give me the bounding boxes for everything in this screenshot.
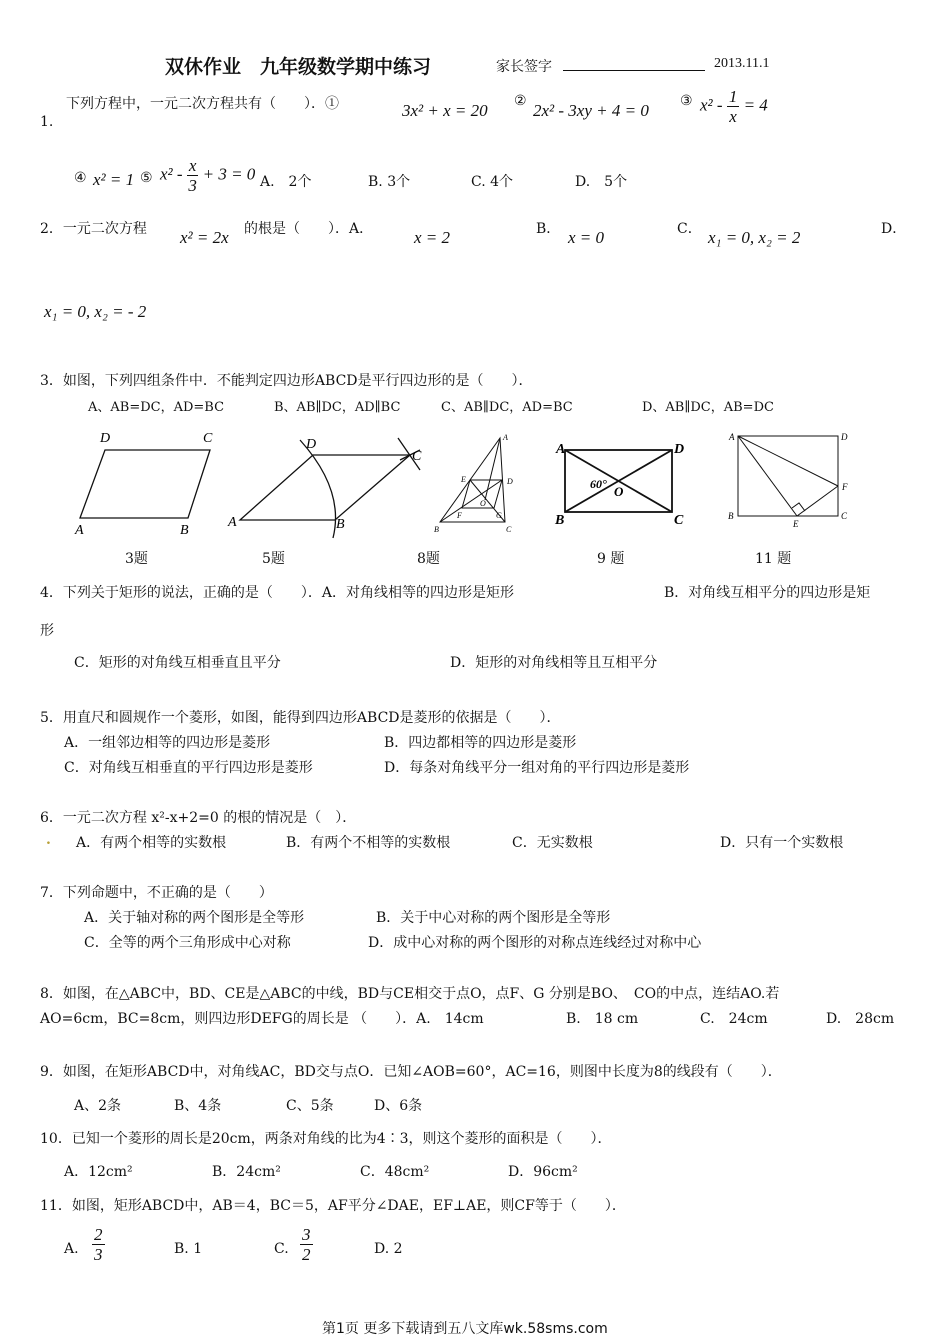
q11-option-c-frac: $\frac{3}{2}$ (302, 1225, 311, 1264)
q2-option-b-label: B． (536, 221, 561, 237)
q2-stem2: 的根是（ ）．A． (244, 221, 374, 237)
q2-option-d-label: D． (881, 221, 907, 237)
q1-option-c: C. 4个 (471, 174, 514, 190)
sign-label: 家长签字 (496, 59, 552, 75)
q4-stem: 4．下列关于矩形的说法，正确的是（ ）．A．对角线相等的四边形是矩形 (40, 585, 515, 601)
q1-mark4: ④ (74, 170, 87, 186)
q1-eq5: x² - $\frac{x}{3}$ + 3 = 0 (160, 156, 256, 195)
q1-stem: 下列方程中，一元二次方程共有（ ）．① (66, 96, 339, 112)
caption-5: 5题 (262, 551, 285, 567)
q2-option-c-label: C． (677, 221, 702, 237)
f9-label-c: C (674, 513, 684, 528)
f9-label-a: A (556, 442, 566, 457)
q6-dot: . (46, 832, 51, 848)
q10-stem: 10．已知一个菱形的周长是20cm，两条对角线的比为4∶3，则这个菱形的面积是（ ）． (40, 1131, 612, 1147)
q2-stem: 2．一元二次方程 (40, 221, 147, 237)
caption-11: 11 题 (755, 551, 792, 567)
q11-option-c-label: C. (274, 1241, 289, 1257)
date: 2013.11.1 (714, 56, 770, 71)
q7-option-c: C．全等的两个三角形成中心对称 (84, 935, 291, 951)
q1-mark5: ⑤ (140, 170, 153, 186)
caption-3: 3题 (125, 551, 148, 567)
q11-option-d: D. 2 (374, 1241, 403, 1257)
f9-angle: 60° (590, 477, 607, 491)
q3-stem: 3．如图，下列四组条件中．不能判定四边形ABCD是平行四边形的是（ ）． (40, 373, 533, 389)
figure-8 (440, 438, 505, 522)
q8-line2: AO=6cm，BC=8cm，则四边形DEFG的周长是 （ ）．A. 14cm (40, 1011, 484, 1027)
page-title: 双休作业 九年级数学期中练习 (165, 56, 432, 78)
f3-label-a: A (75, 523, 84, 538)
caption-9: 9 题 (597, 551, 625, 567)
q5-option-a: A．一组邻边相等的四边形是菱形 (64, 735, 271, 751)
f11-label-d: D (841, 432, 848, 442)
f5-label-b: B (336, 517, 345, 532)
f5-label-d: D (306, 437, 317, 452)
q6-option-a: A．有两个相等的实数根 (76, 835, 227, 851)
q2-option-a: x = 2 (414, 228, 451, 247)
f8-label-c: C (506, 525, 512, 534)
q6-option-d: D．只有一个实数根 (720, 835, 844, 851)
q5-option-c: C．对角线互相垂直的平行四边形是菱形 (64, 760, 313, 776)
q10-option-a: A．12cm² (64, 1164, 133, 1180)
q11-stem: 11．如图，矩形ABCD中，AB＝4，BC＝5，AF平分∠DAE，EF⊥AE，则CF等于（ ）． (40, 1198, 626, 1214)
f9-label-b: B (555, 513, 565, 528)
f11-label-f: F (842, 482, 848, 492)
q6-option-b: B．有两个不相等的实数根 (286, 835, 451, 851)
q5-stem: 5．用直尺和圆规作一个菱形，如图，能得到四边形ABCD是菱形的依据是（ ）． (40, 710, 561, 726)
q2-option-d: x₁ = 0, x₂ = - 2 (44, 302, 147, 321)
f8-label-f: F (457, 511, 462, 520)
q10-option-b: B．24cm² (212, 1164, 281, 1180)
q1-option-d: D. 5个 (575, 174, 628, 190)
q9-option-a: A、2条 (74, 1098, 122, 1114)
figure-9 (565, 450, 672, 512)
q3-option-c: C、AB∥DC，AD=BC (441, 400, 573, 415)
q2-option-b: x = 0 (568, 228, 605, 247)
q3-option-a: A、AB=DC，AD=BC (88, 400, 225, 415)
q4-option-c: C．矩形的对角线互相垂直且平分 (74, 655, 281, 671)
q1-option-b: B. 3个 (368, 174, 411, 190)
f3-label-d: D (100, 431, 111, 446)
f11-label-c: C (841, 511, 848, 521)
q9-option-c: C、5条 (286, 1098, 334, 1114)
figure-3 (80, 450, 210, 518)
f8-label-a: A (503, 433, 508, 442)
q9-option-b: B、4条 (174, 1098, 222, 1114)
f11-label-b: B (728, 511, 734, 521)
q4-option-b: B．对角线互相平分的四边形是矩 (664, 585, 871, 601)
f8-label-o: O (480, 499, 486, 508)
f8-label-b: B (434, 525, 439, 534)
footer-text: 第1页 更多下载请到五八文库wk.58sms.com (322, 1321, 608, 1337)
q7-option-d: D．成中心对称的两个图形的对称点连线经过对称中心 (368, 935, 702, 951)
q8-option-c: C. 24cm (700, 1011, 768, 1027)
q1-number: 1. (40, 114, 54, 130)
q9-stem: 9．如图，在矩形ABCD中，对角线AC，BD交与点O．已知∠AOB=60°，AC=16，则图中长度为8的线段有（ ）． (40, 1064, 782, 1080)
q1-eq2: 2x² - 3xy + 4 = 0 (533, 101, 649, 120)
q11-option-a-frac: $\frac{2}{3}$ (94, 1225, 103, 1264)
q1-option-a: A. 2个 (260, 174, 312, 190)
q9-option-d: D、6条 (374, 1098, 423, 1114)
f5-label-a: A (228, 515, 237, 530)
q6-stem: 6．一元二次方程 x²-x+2=0 的根的情况是（ ）． (40, 810, 357, 826)
q3-option-d: D、AB∥DC，AB=DC (642, 400, 774, 415)
q4-option-d: D．矩形的对角线相等且互相平分 (450, 655, 658, 671)
caption-8: 8题 (417, 551, 440, 567)
q1-mark2: ② (514, 93, 527, 109)
f9-label-o: O (614, 484, 624, 499)
f11-label-a: A (729, 432, 735, 442)
f3-label-b: B (180, 523, 189, 538)
f5-label-c: C (412, 449, 422, 464)
q8-option-d: D. 28cm (826, 1011, 895, 1027)
q6-option-c: C．无实数根 (512, 835, 593, 851)
q10-option-c: C．48cm² (360, 1164, 430, 1180)
sign-line (563, 70, 705, 71)
q1-eq1: 3x² + x = 20 (402, 101, 488, 120)
q7-option-a: A．关于轴对称的两个图形是全等形 (84, 910, 305, 926)
f8-label-d: D (507, 477, 513, 486)
figure-5 (240, 438, 420, 538)
q5-option-b: B．四边都相等的四边形是菱形 (384, 735, 577, 751)
q11-option-b: B. 1 (174, 1241, 203, 1257)
q3-option-b: B、AB∥DC，AD∥BC (274, 400, 401, 415)
q7-option-b: B．关于中心对称的两个图形是全等形 (376, 910, 611, 926)
q1-mark3: ③ (680, 93, 693, 109)
f9-label-d: D (674, 442, 685, 457)
q11-option-a-label: A. (64, 1241, 79, 1257)
q7-stem: 7．下列命题中，不正确的是（ ） (40, 885, 273, 901)
f8-label-e: E (461, 475, 466, 484)
f11-label-e: E (793, 519, 799, 529)
q8-line1: 8．如图，在△ABC中，BD、CE是△ABC的中线，BD与CE相交于点O，点F、G 分别是BO、 CO的中点，连结AO.若 (40, 986, 780, 1002)
q1-eq3: x² - $\frac{1}{x}$ = 4 (700, 87, 768, 126)
q1-eq4: x² = 1 (93, 170, 135, 189)
q2-eq: x² = 2x (180, 228, 229, 247)
q5-option-d: D．每条对角线平分一组对角的平行四边形是菱形 (384, 760, 690, 776)
q2-option-c: x₁ = 0, x₂ = 2 (708, 228, 801, 247)
q8-option-b: B. 18 cm (566, 1011, 639, 1027)
q10-option-d: D．96cm² (508, 1164, 578, 1180)
f3-label-c: C (203, 431, 213, 446)
f8-label-g: G (496, 511, 502, 520)
figure-11 (738, 436, 838, 516)
q4-option-b-tail: 形 (40, 623, 54, 639)
